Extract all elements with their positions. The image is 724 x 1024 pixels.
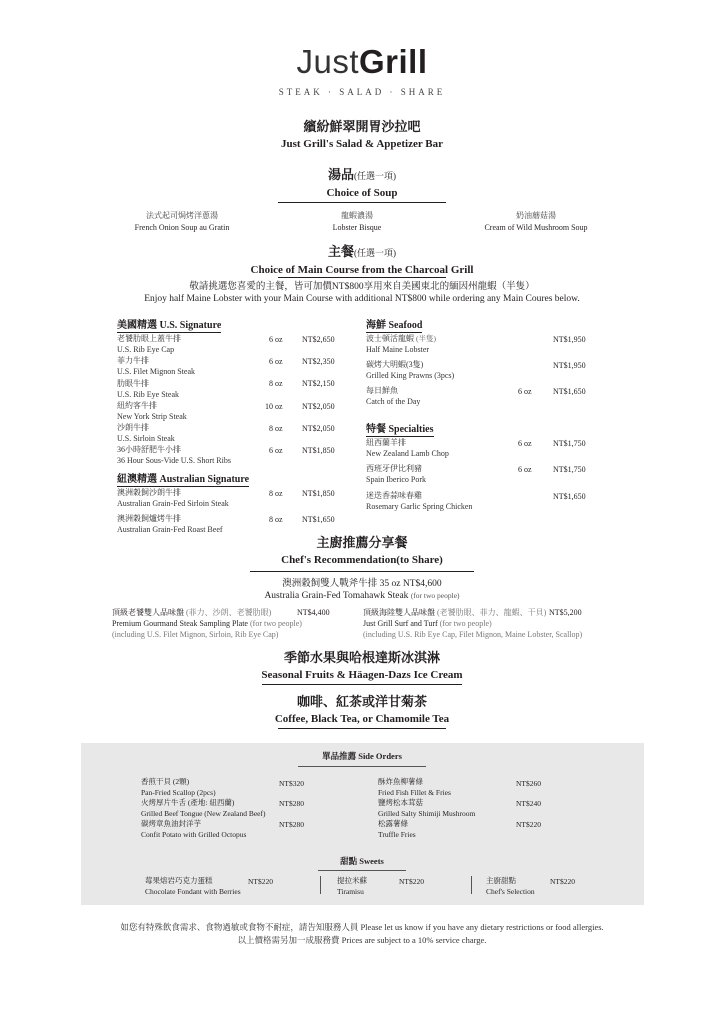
soup-item: 龍蝦濃湯 Lobster Bisque [332, 211, 382, 232]
soup-item: 法式起司焗烤洋蔥湯 French Onion Soup au Gratin [134, 211, 230, 232]
item-weight: 8 oz [269, 515, 283, 524]
lobster-addon-note-zh: 敬請挑選您喜愛的主餐，皆可加價NT$800享用來自美國東北的緬因州龍蝦（半隻） [189, 282, 535, 292]
item-price: NT$1,650 [553, 492, 586, 501]
menu-item: 肋眼牛排 U.S. Rib Eye Steak [117, 379, 179, 399]
item-price: NT$260 [516, 779, 541, 788]
side-order-item: 火烤厚片牛舌 (產地: 紐西蘭) Grilled Beef Tongue (New Zealand Beef) [141, 798, 266, 818]
side-order-item: 鹽烤松本茸菇 Grilled Salty Shimiji Mushroom [378, 798, 476, 818]
drinks-heading: 咖啡、紅茶或洋甘菊茶 Coffee, Black Tea, or Chamomile Tea [274, 694, 450, 725]
side-orders-heading: 單品推薦 Side Orders [322, 751, 402, 761]
menu-item: 迷迭香蒜味春雞 Rosemary Garlic Spring Chicken [366, 491, 473, 511]
item-weight: 8 oz [269, 424, 283, 433]
menu-item: 澳洲穀飼沙朗牛排 Australian Grain-Fed Sirloin Steak [117, 488, 229, 508]
side-order-item: 酥炸魚柳薯條 Fried Fish Fillet & Fries [378, 777, 451, 797]
item-price: NT$2,350 [302, 357, 335, 366]
seafood-heading: 海鮮 Seafood [366, 316, 422, 333]
allergy-notice: 如您有特殊飲食需求、食物過敏或食物不耐症，請告知服務人員 Please let us know if you have any dietary restrictions or food allergies. [120, 922, 604, 932]
item-weight: 8 oz [269, 489, 283, 498]
menu-item: 36小時舒肥牛小排 36 Hour Sous-Vide U.S. Short Ribs [117, 445, 231, 465]
item-price: NT$1,650 [302, 515, 335, 524]
brand-tagline: STEAK · SALAD · SHARE [278, 87, 446, 97]
surf-and-turf-item: 頂級海陸雙人品味盤 (老饕肋眼、菲力、龍蝦、干貝) Just Grill Surf and Turf (for two people) (including U.S. Rib Eye Cap, Filet Mignon, Maine Lobster, Scallop) [363, 608, 583, 639]
item-price: NT$1,750 [553, 465, 586, 474]
item-price: NT$280 [279, 799, 304, 808]
menu-item: 澳洲穀飼爐烤牛排 Australian Grain-Fed Roast Beef [117, 514, 223, 534]
tomahawk-item-en: Australia Grain-Fed Tomahawk Steak (for two people) [264, 591, 460, 601]
item-price: NT$220 [516, 820, 541, 829]
column-separator [471, 876, 472, 894]
menu-item: 沙朗牛排 U.S. Sirloin Steak [117, 423, 175, 443]
item-price: NT$1,950 [553, 361, 586, 370]
item-price: NT$220 [550, 877, 575, 886]
service-charge-notice: 以上價格需另加一成服務費 Prices are subject to a 10% service charge. [237, 935, 487, 945]
item-weight: 8 oz [269, 379, 283, 388]
column-separator [320, 876, 321, 894]
item-weight: 6 oz [269, 335, 283, 344]
item-price: NT$2,150 [302, 379, 335, 388]
sweet-item: 主廚甜點 Chef's Selection [486, 876, 535, 896]
lobster-addon-note-en: Enjoy half Maine Lobster with your Main Course with additional NT$800 while ordering any Main Coures below. [144, 294, 580, 304]
item-weight: 6 oz [518, 387, 532, 396]
drinks-divider [278, 728, 446, 729]
chef-recommendation-heading: 主廚推薦分享餐 Chef's Recommendation(to Share) [281, 535, 443, 566]
item-weight: 10 oz [265, 402, 283, 411]
menu-item: 波士頓活龍蝦 (半隻) Half Maine Lobster [366, 334, 436, 354]
item-price: NT$220 [399, 877, 424, 886]
menu-item: 西班牙伊比利豬 Spain Iberico Pork [366, 464, 426, 484]
menu-item: 老饕肋眼上蓋牛排 U.S. Rib Eye Cap [117, 334, 181, 354]
item-price: NT$1,850 [302, 446, 335, 455]
item-weight: 6 oz [269, 357, 283, 366]
soup-item: 奶油蘑菇湯 Cream of Wild Mushroom Soup [484, 211, 588, 232]
sampling-plate-item: 頂級老饕雙人品味盤 (菲力、沙朗、老饕肋眼) Premium Gourmand Steak Sampling Plate (for two people) (including U.S. Filet Mignon, Sirloin, Rib Eye Cap) [112, 608, 302, 639]
side-order-item: 香煎干貝 (2顆) Pan-Fried Scallop (2pcs) [141, 777, 216, 797]
main-course-heading: 主餐(任選一項) Choice of Main Course from the Charcoal Grill [250, 244, 474, 276]
item-price: NT$5,200 [549, 608, 582, 617]
item-price: NT$320 [279, 779, 304, 788]
sweets-divider [318, 870, 406, 871]
menu-item: 菲力牛排 U.S. Filet Mignon Steak [117, 356, 196, 376]
item-price: NT$2,050 [302, 424, 335, 433]
item-weight: 6 oz [269, 446, 283, 455]
item-price: NT$2,050 [302, 402, 335, 411]
item-price: NT$1,750 [553, 439, 586, 448]
item-price: NT$240 [516, 799, 541, 808]
sweet-item: 莓果熔岩巧克力蛋糕 Chocolate Fondant with Berries [145, 876, 241, 896]
item-weight: 6 oz [518, 465, 532, 474]
salad-bar-heading: 繽紛鮮翠開胃沙拉吧 Just Grill's Salad & Appetizer Bar [280, 119, 444, 150]
menu-item: 紐西蘭羊排 New Zealand Lamb Chop [366, 438, 449, 458]
menu-item: 紐約客牛排 New York Strip Steak [117, 401, 187, 421]
item-price: NT$220 [248, 877, 273, 886]
brand-logo: JustGrill [296, 43, 428, 80]
chef-divider [250, 571, 474, 572]
side-order-item: 松露薯條 Truffle Fries [378, 819, 416, 839]
soup-heading: 湯品(任選一項) Choice of Soup [326, 167, 398, 199]
fruits-divider [262, 684, 462, 685]
side-order-item: 碳烤章魚油封洋芋 Confit Potato with Grilled Octopus [141, 819, 247, 839]
item-price: NT$4,400 [297, 608, 330, 617]
us-signature-heading: 美國精選 U.S. Signature [117, 316, 221, 333]
main-divider [278, 277, 446, 278]
item-weight: 6 oz [518, 439, 532, 448]
item-price: NT$1,650 [553, 387, 586, 396]
sweets-heading: 甜點 Sweets [340, 856, 384, 866]
dessert-course-heading: 季節水果與哈根達斯冰淇淋 Seasonal Fruits & Häagen-Dazs Ice Cream [261, 650, 463, 681]
side-orders-divider [298, 766, 426, 767]
item-price: NT$1,950 [553, 335, 586, 344]
soup-divider [278, 202, 446, 203]
au-signature-heading: 紐澳精選 Australian Signature [117, 470, 249, 487]
menu-item: 碳烤大明蝦(3隻) Grilled King Prawns (3pcs) [366, 360, 455, 380]
item-price: NT$1,850 [302, 489, 335, 498]
sweet-item: 提拉米蘇 Tiramisu [337, 876, 367, 896]
specialties-heading: 特餐 Specialties [366, 420, 434, 437]
menu-item: 每日鮮魚 Catch of the Day [366, 386, 421, 406]
tomahawk-item-zh: 澳洲穀飼雙人戰斧牛排 35 oz NT$4,600 [282, 579, 442, 589]
item-price: NT$280 [279, 820, 304, 829]
item-price: NT$2,650 [302, 335, 335, 344]
